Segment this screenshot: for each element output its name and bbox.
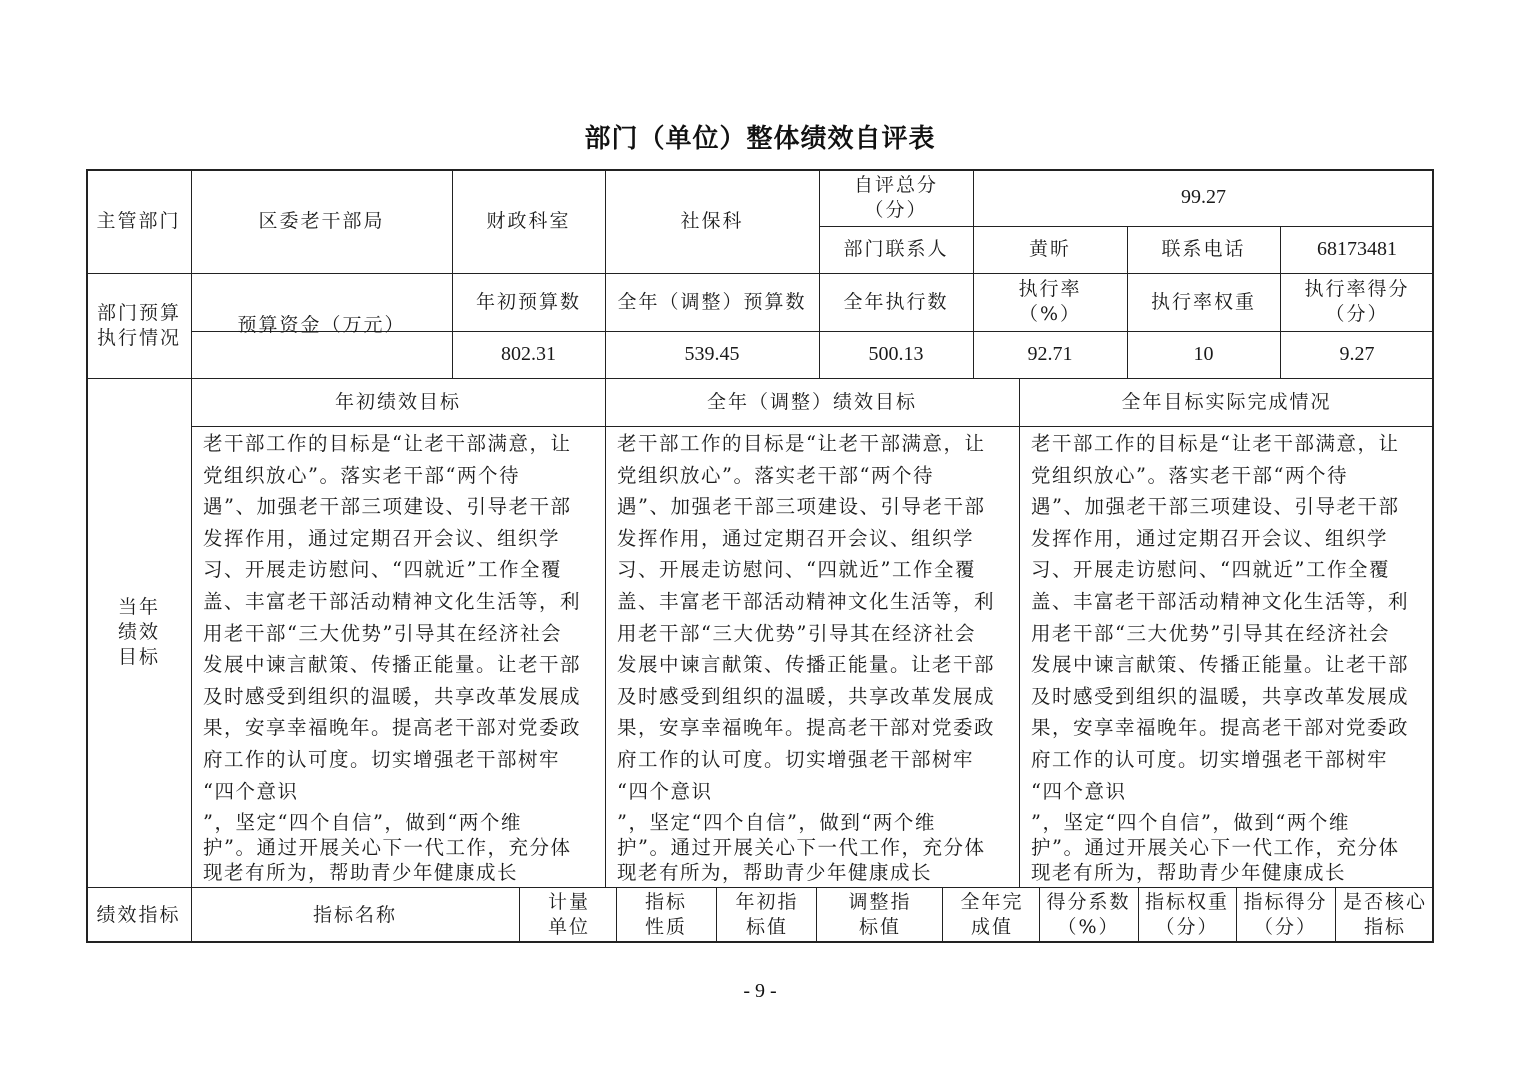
budget-section-label: 部门预算执行情况 [96, 301, 181, 349]
budget-col-rate: 执行率（%） [1018, 278, 1082, 325]
budget-col-adjusted: 全年（调整）预算数 [617, 290, 807, 313]
phone-value: 68173481 [1317, 238, 1397, 260]
goals-col-initial: 年初绩效目标 [334, 390, 461, 413]
finance-office: 财政科室 [486, 209, 571, 232]
indicator-col-core: 是否核心指标 [1342, 891, 1427, 938]
phone-label: 联系电话 [1161, 238, 1246, 260]
indicator-col-score: 指标得分（分） [1243, 891, 1328, 938]
goals-section-label: 当年绩效目标 [117, 596, 160, 668]
score-value: 99.27 [1181, 186, 1226, 208]
dept-value: 区委老干部局 [258, 209, 385, 232]
contact-name: 黄昕 [1028, 238, 1071, 260]
budget-value-executed: 500.13 [868, 343, 924, 365]
page-number: - 9 - [743, 980, 777, 1002]
indicator-col-nature: 指标性质 [644, 891, 687, 938]
indicator-col-unit: 计量单位 [547, 891, 590, 938]
indicator-col-initial-value: 年初指标值 [735, 891, 799, 938]
dept-label: 主管部门 [96, 209, 181, 232]
indicators-section-label: 绩效指标 [96, 903, 181, 926]
goals-text-actual: 老干部工作的目标是“让老干部满意，让 党组织放心”。落实老干部“两个待 遇”、加强老干部三项建设、引导老干部 发挥作用，通过定期召开会议、组织学 习、开展走访慰问、“四就近”工作全覆 盖、丰富老干部活动精神文化生活等，利 用老干部“三大优势”引导其在经济社会 发展中谏言献策、传播正能量。让老干部 及时感受到组织的温暖，共享改革发展成 果，安享幸福晚年。提高老干部对党委政 府工作的认可度。切实增强老干部树牢 “四个意识 ”，坚定“四个自信”，做到“两个维 护”。通过开展关心下一代工作，充分体 现老有所为，帮助青少年健康成长 [1031, 432, 1410, 885]
social-office: 社保科 [680, 209, 744, 232]
contact-label: 部门联系人 [843, 238, 949, 260]
budget-value-initial: 802.31 [501, 343, 556, 365]
goals-text-adjusted: 老干部工作的目标是“让老干部满意，让 党组织放心”。落实老干部“两个待 遇”、加强老干部三项建设、引导老干部 发挥作用，通过定期召开会议、组织学 习、开展走访慰问、“四就近”工作全覆 盖、丰富老干部活动精神文化生活等，利 用老干部“三大优势”引导其在经济社会 发展中谏言献策、传播正能量。让老干部 及时感受到组织的温暖，共享改革发展成 果，安享幸福晚年。提高老干部对党委政 府工作的认可度。切实增强老干部树牢 “四个意识 ”，坚定“四个自信”，做到“两个维 护”。通过开展关心下一代工作，充分体 现老有所为，帮助青少年健康成长 [617, 432, 996, 885]
indicator-col-adjusted-value: 调整指标值 [848, 891, 912, 938]
budget-col-weight: 执行率权重 [1150, 290, 1256, 313]
budget-value-adjusted: 539.45 [684, 343, 740, 365]
score-label: 自评总分（分） [853, 173, 938, 221]
budget-value-weight: 10 [1193, 343, 1214, 365]
indicator-col-completed-value: 全年完成值 [960, 891, 1024, 938]
page-title: 部门（单位）整体绩效自评表 [584, 124, 936, 154]
indicator-col-score-coef: 得分系数（%） [1046, 891, 1131, 938]
budget-col-score: 执行率得分（分） [1304, 278, 1410, 325]
budget-col-initial: 年初预算数 [475, 290, 581, 313]
indicator-col-name: 指标名称 [312, 903, 397, 926]
budget-value-score: 9.27 [1339, 343, 1375, 365]
goals-col-actual: 全年目标实际完成情况 [1121, 390, 1332, 413]
goals-col-adjusted: 全年（调整）绩效目标 [706, 390, 917, 413]
goals-text-initial: 老干部工作的目标是“让老干部满意，让 党组织放心”。落实老干部“两个待 遇”、加强老干部三项建设、引导老干部 发挥作用，通过定期召开会议、组织学 习、开展走访慰问、“四就近”工作全覆 盖、丰富老干部活动精神文化生活等，利 用老干部“三大优势”引导其在经济社会 发展中谏言献策、传播正能量。让老干部 及时感受到组织的温暖，共享改革发展成 果，安享幸福晚年。提高老干部对党委政 府工作的认可度。切实增强老干部树牢 “四个意识 ”，坚定“四个自信”，做到“两个维 护”。通过开展关心下一代工作，充分体 现老有所为，帮助青少年健康成长 [203, 432, 582, 885]
indicator-col-weight: 指标权重（分） [1144, 891, 1229, 938]
budget-col-executed: 全年执行数 [843, 290, 949, 313]
budget-value-rate: 92.71 [1027, 343, 1073, 365]
budget-funds-label: 预算资金（万元） [237, 314, 406, 336]
